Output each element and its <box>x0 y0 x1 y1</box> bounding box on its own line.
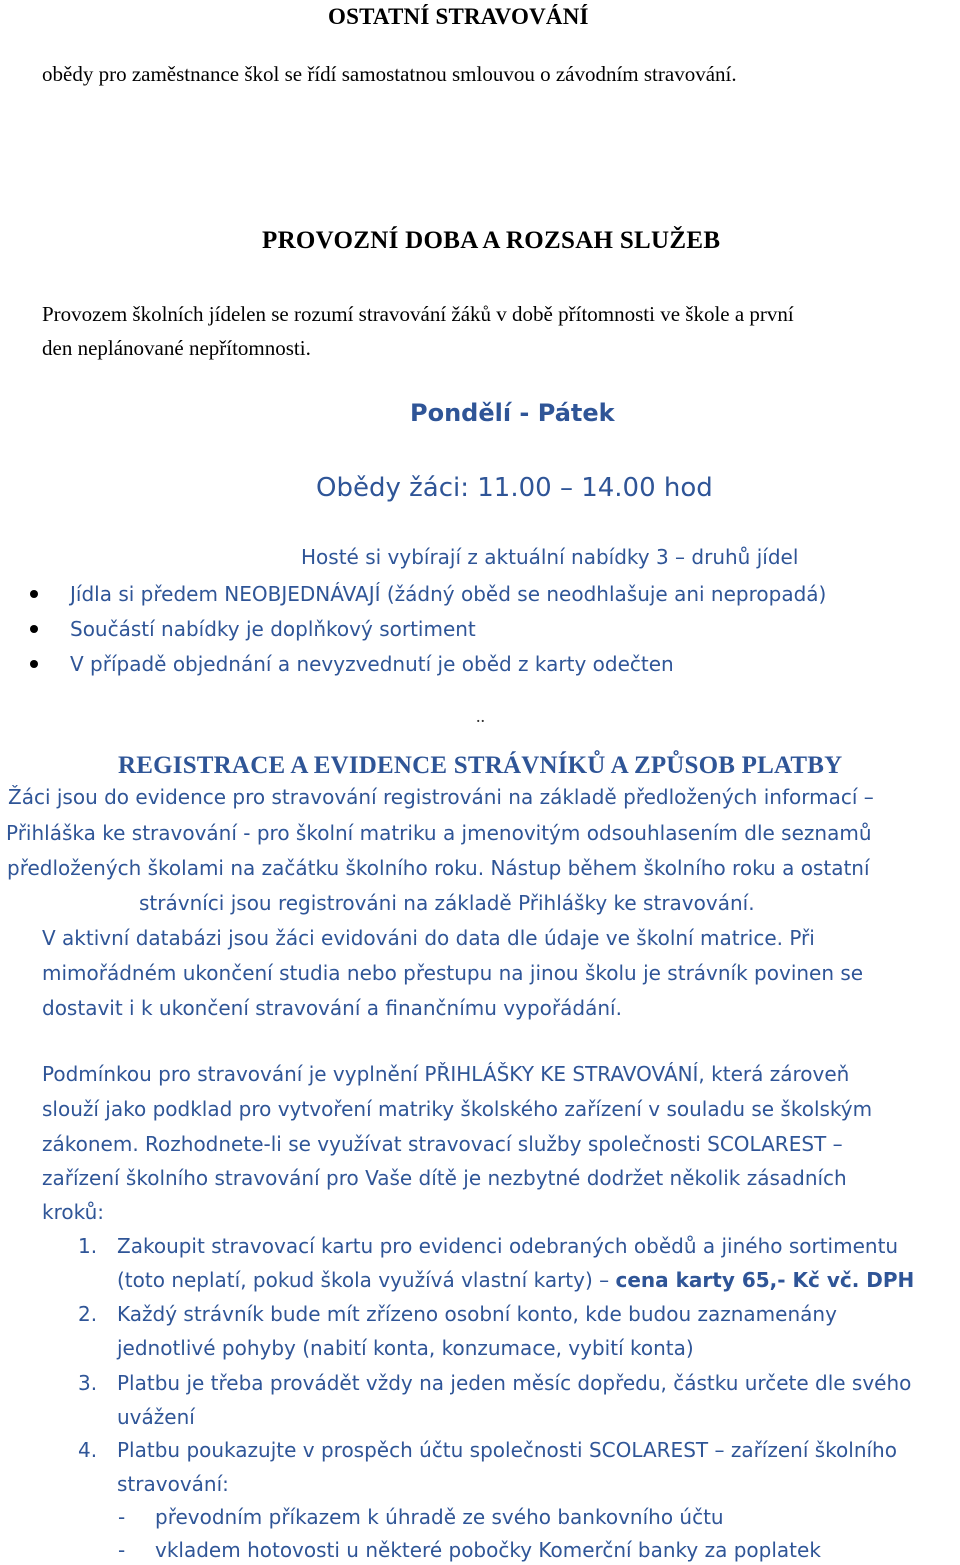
list-item-text: Součástí nabídky je doplňkový sortiment <box>70 617 476 641</box>
list-item <box>28 579 826 614</box>
list-item-text: Jídla si předem NEOBJEDNÁVAJÍ (žádný oběd se neodhlašuje ani nepropadá) <box>70 582 827 606</box>
step-number: 1. <box>78 1234 98 1258</box>
section-title-registrace: REGISTRACE A EVIDENCE STRÁVNÍKŮ A ZPŮSOB PLATBY <box>118 752 843 779</box>
registration-text-line: strávníci jsou registrováni na základě Přihlášky ke stravování. <box>139 891 755 915</box>
ellipsis-mark: .. <box>476 706 485 726</box>
card-price: cena karty 65,- Kč vč. DPH <box>615 1268 915 1292</box>
days-heading: Pondělí - Pátek <box>410 399 615 427</box>
bullet-icon <box>28 623 40 635</box>
employee-meals-text: obědy pro zaměstnance škol se řídí samostatnou smlouvou o závodním stravování. <box>42 62 737 86</box>
registration-text-line: V aktivní databázi jsou žáci evidováni do data dle údaje ve školní matrice. Při <box>42 926 815 950</box>
condition-text-line: zákonem. Rozhodnete-li se využívat stravovací služby společnosti SCOLAREST – <box>42 1132 843 1156</box>
section-title-provozni-doba: PROVOZNÍ DOBA A ROZSAH SLUŽEB <box>262 227 721 254</box>
bullet-icon <box>28 588 40 600</box>
section-title-ostatni-stravovani: OSTATNÍ STRAVOVÁNÍ <box>328 4 589 29</box>
step-text: Platbu poukazujte v prospěch účtu společnosti SCOLAREST – zařízení školního <box>117 1438 897 1462</box>
guests-note: Hosté si vybírají z aktuální nabídky 3 – druhů jídel <box>301 545 799 569</box>
list-item <box>28 649 826 684</box>
step-number: 4. <box>78 1438 98 1462</box>
step-text <box>117 1268 914 1292</box>
condition-text-line: kroků: <box>42 1200 104 1224</box>
rules-bullet-list <box>28 579 826 684</box>
step-text: Zakoupit stravovací kartu pro evidenci odebraných obědů a jiného sortimentu <box>117 1234 899 1258</box>
list-item-text: V případě objednání a nevyzvednutí je oběd z karty odečten <box>70 652 674 676</box>
registration-text-line: předložených školami na začátku školního roku. Nástup během školního roku a ostatní <box>7 856 870 880</box>
registration-text-line: Žáci jsou do evidence pro stravování registrováni na základě předložených informací – <box>8 785 874 809</box>
payment-method: vkladem hotovosti u některé pobočky Komerční banky za poplatek <box>155 1538 821 1562</box>
registration-text-line: dostavit i k ukončení stravování a finančnímu vypořádání. <box>42 996 622 1020</box>
step-text-part: (toto neplatí, pokud škola využívá vlastní karty) – <box>117 1268 616 1292</box>
list-item <box>28 614 826 649</box>
condition-text-line: Podmínkou pro stravování je vyplnění PŘIHLÁŠKY KE STRAVOVÁNÍ, která zároveň <box>42 1062 850 1086</box>
step-text: jednotlivé pohyby (nabití konta, konzumace, vybití konta) <box>117 1336 694 1360</box>
dash-bullet: - <box>118 1505 126 1529</box>
step-text: Platbu je třeba provádět vždy na jeden měsíc dopředu, částku určete dle svého <box>117 1371 912 1395</box>
operation-text-line: den neplánované nepřítomnosti. <box>42 336 311 360</box>
step-text: Každý strávník bude mít zřízeno osobní konto, kde budou zaznamenány <box>117 1302 837 1326</box>
registration-text-line: mimořádném ukončení studia nebo přestupu na jinou školu je strávník povinen se <box>42 961 864 985</box>
lunch-hours: Obědy žáci: 11.00 – 14.00 hod <box>316 473 713 503</box>
condition-text-line: zařízení školního stravování pro Vaše dítě je nezbytné dodržet několik zásadních <box>42 1166 847 1190</box>
step-number: 2. <box>78 1302 98 1326</box>
step-number: 3. <box>78 1371 98 1395</box>
registration-text-line: Přihláška ke stravování - pro školní matriku a jmenovitým odsouhlasením dle seznamů <box>6 821 872 845</box>
bullet-icon <box>28 658 40 670</box>
operation-text-line: Provozem školních jídelen se rozumí stravování žáků v době přítomnosti ve škole a první <box>42 302 794 326</box>
payment-method: převodním příkazem k úhradě ze svého bankovního účtu <box>155 1505 724 1529</box>
dash-bullet: - <box>118 1538 126 1562</box>
step-text: stravování: <box>117 1472 229 1496</box>
step-text: uvážení <box>117 1405 195 1429</box>
condition-text-line: slouží jako podklad pro vytvoření matriky školského zařízení v souladu se školským <box>42 1097 873 1121</box>
